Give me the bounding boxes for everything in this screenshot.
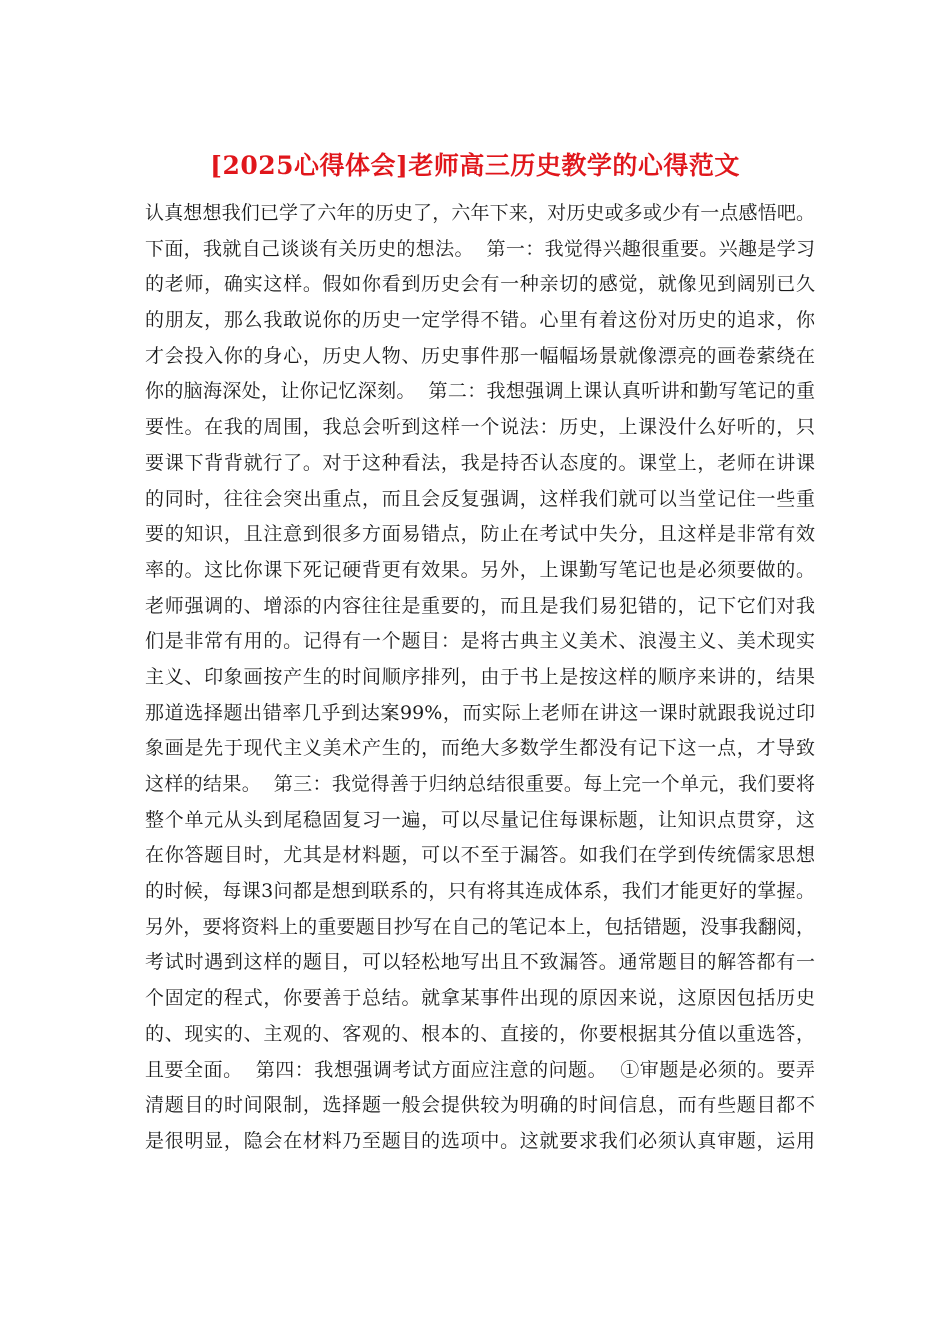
- body-line: 那道选择题出错率几乎到达案99%，而实际上老师在讲这一课时就跟我说过印: [145, 701, 815, 724]
- body-line: 的老师，确实这样。假如你看到历史会有一种亲切的感觉，就像见到阔别已久: [145, 273, 815, 296]
- document-body: [145, 196, 815, 1160]
- body-line: 个固定的程式，你要善于总结。就拿某事件出现的原因来说，这原因包括历史: [145, 987, 815, 1010]
- body-line: 要性。在我的周围，我总会听到这样一个说法：历史，上课没什么好听的，只: [145, 416, 815, 439]
- body-line: 是很明显，隐会在材料乃至题目的选项中。这就要求我们必须认真审题，运用: [145, 1129, 815, 1152]
- body-line: 整个单元从头到尾稳固复习一遍，可以尽量记住每课标题，让知识点贯穿，这: [145, 808, 815, 831]
- body-line: 才会投入你的身心，历史人物、历史事件那一幅幅场景就像漂亮的画卷萦绕在: [145, 344, 815, 367]
- body-line: 认真想想我们已学了六年的历史了，六年下来，对历史或多或少有一点感悟吧。: [145, 202, 815, 224]
- body-line: 率的。这比你课下死记硬背更有效果。另外，上课勤写笔记也是必须要做的。: [145, 558, 815, 581]
- body-line: 的朋友，那么我敢说你的历史一定学得不错。心里有着这份对历史的追求，你: [145, 309, 815, 332]
- body-line: 象画是先于现代主义美术产生的，而绝大多数学生都没有记下这一点，才导致: [145, 737, 815, 760]
- body-line: 另外，要将资料上的重要题目抄写在自己的笔记本上，包括错题，没事我翻阅，: [145, 915, 815, 938]
- body-line: 的同时，往往会突出重点，而且会反复强调，这样我们就可以当堂记住一些重: [145, 487, 815, 510]
- body-line: 的、现实的、主观的、客观的、根本的、直接的，你要根据其分值以重选答，: [145, 1022, 815, 1045]
- body-line: 清题目的时间限制，选择题一般会提供较为明确的时间信息，而有些题目都不: [145, 1094, 815, 1117]
- body-line: 的时候，每课3问都是想到联系的，只有将其连成体系，我们才能更好的掌握。: [145, 880, 815, 903]
- body-line: 在你答题目时，尤其是材料题，可以不至于漏答。如我们在学到传统儒家思想: [145, 844, 815, 867]
- body-line: 下面，我就自己谈谈有关历史的想法。 第一：我觉得兴趣很重要。兴趣是学习: [145, 237, 815, 260]
- body-line: 且要全面。 第四：我想强调考试方面应注意的问题。 ①审题是必须的。要弄: [145, 1058, 815, 1081]
- body-line: 们是非常有用的。记得有一个题目：是将古典主义美术、浪漫主义、美术现实: [145, 630, 815, 653]
- body-line: 这样的结果。 第三：我觉得善于归纳总结很重要。每上完一个单元，我们要将: [145, 773, 815, 795]
- body-line: 老师强调的、增添的内容往往是重要的，而且是我们易犯错的，记下它们对我: [145, 594, 815, 617]
- body-line: 主义、印象画按产生的时间顺序排列，由于书上是按这样的顺序来讲的，结果: [145, 665, 815, 688]
- body-line: 要课下背背就行了。对于这种看法，我是持否认态度的。课堂上，老师在讲课: [145, 451, 815, 474]
- document-title: [2025心得体会]老师高三历史教学的心得范文: [210, 151, 740, 180]
- body-line: 要的知识，且注意到很多方面易错点，防止在考试中失分，且这样是非常有效: [145, 523, 815, 546]
- body-line: 考试时遇到这样的题目，可以轻松地写出且不致漏答。通常题目的解答都有一: [145, 951, 815, 974]
- body-line: 你的脑海深处，让你记忆深刻。 第二：我想强调上课认真听讲和勤写笔记的重: [145, 380, 815, 403]
